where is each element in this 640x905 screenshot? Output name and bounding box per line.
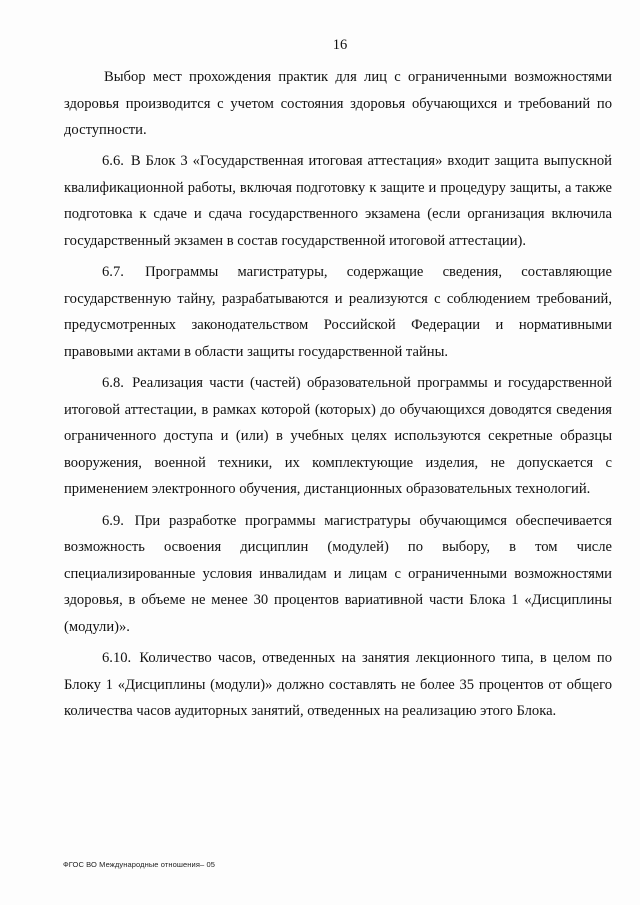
paragraph-text: Количество часов, отведенных на занятия лекционного типа, в целом по Блоку 1 «Дисциплины (модули)» должно составлять не более 35 процентов от общего количества часов аудиторных занятий, отведенных на реализацию этого Блока.	[64, 649, 612, 720]
paragraph-text: Реализация части (частей) образовательной программы и государственной итоговой аттестации, в рамках которой (которых) до обучающихся доводятся сведения ограниченного доступа и (или) в учебных целях используются секретные образцы вооружения, военной техники, их комплектующие изделия, не допускается с применением электронного обучения, дистанционных образовательных технологий.	[64, 375, 612, 498]
document-footer: ФГОС ВО Международные отношения– 05	[63, 860, 215, 869]
page-number: 16	[332, 37, 348, 53]
paragraph-number: 6.7.	[102, 264, 124, 281]
paragraph-number: 6.6.	[102, 153, 124, 170]
paragraph-6-8	[64, 370, 612, 503]
paragraph-6-9	[64, 508, 612, 641]
document-body	[64, 64, 612, 729]
paragraph-number: 6.10.	[102, 649, 132, 666]
paragraph-text: Выбор мест прохождения практик для лиц с ограниченными возможностями здоровья производится с учетом состояния здоровья обучающихся и требований по доступности.	[64, 69, 612, 139]
paragraph-6-7	[64, 259, 612, 365]
paragraph-text: В Блок 3 «Государственная итоговая аттестация» входит защита выпускной квалификационной работы, включая подготовку к защите и процедуру защиты, а также подготовка к сдаче и сдача государственного экзамена (если организация включила государственный экзамен в состав государственной итоговой аттестации).	[64, 153, 612, 250]
paragraph-text: При разработке программы магистратуры обучающимся обеспечивается возможность освоения дисциплин (модулей) по выбору, в том числе специализированные условия инвалидам и лицам с ограниченными возможностями здоровья, в объеме не менее 30 процентов вариативной части Блока 1 «Дисциплины (модули)».	[64, 512, 612, 635]
paragraph-accessibility	[64, 64, 612, 144]
paragraph-number: 6.8.	[102, 375, 124, 392]
paragraph-6-6	[64, 148, 612, 254]
paragraph-6-10	[64, 645, 612, 725]
paragraph-number: 6.9.	[102, 512, 124, 529]
paragraph-text: Программы магистратуры, содержащие сведения, составляющие государственную тайну, разрабатываются и реализуются с соблюдением требований, предусмотренных законодательством Российской Федерации и нормативными правовыми актами в области защиты государственной тайны.	[64, 264, 612, 360]
